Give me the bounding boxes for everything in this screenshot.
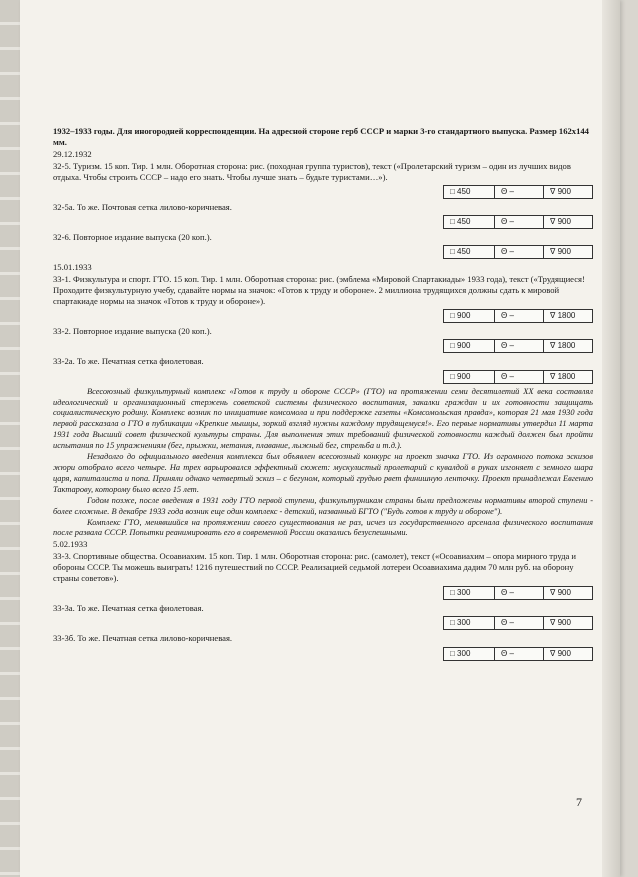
page-edge <box>602 0 620 877</box>
entry-text: 32-5а. То же. Почтовая сетка лилово-коричневая. <box>53 202 232 213</box>
price-table <box>443 245 593 259</box>
price-mint: □ 900 <box>444 340 495 352</box>
price-postal: ∇ 1800 <box>550 311 576 321</box>
price-mint: □ 900 <box>444 310 495 322</box>
document-page <box>20 0 620 877</box>
price-used: Θ – <box>495 617 544 629</box>
essay-paragraph: Годом позже, после введения в 1931 году ГТО первой ступени, физкультурникам страны были предложены нормативы второй ступени - более сложные. В декабре 1933 года возник еще один комплекс - детский, названный БГТО ("Будь готов к труду и обороне"). <box>53 495 593 516</box>
price-used: Θ – <box>495 246 544 258</box>
binding-strip <box>0 0 20 877</box>
price-table <box>443 185 593 199</box>
price-mint: □ 450 <box>444 216 495 228</box>
price-postal: ∇ 900 <box>550 588 571 598</box>
price-mint: □ 300 <box>444 648 495 660</box>
gto-essay <box>53 387 593 540</box>
price-postal: ∇ 1800 <box>550 341 576 351</box>
price-used: Θ – <box>495 186 544 198</box>
entry-text: 32-5. Туризм. 15 коп. Тир. 1 млн. Оборотная сторона: рис. (походная группа туристов), текст («Пролетарский туризм – один из лучших видов отдыха. Чтобы строить СССР – надо его знать. Чтобы лучше знать – будьте туристами…»). <box>53 160 571 182</box>
price-table <box>443 370 593 384</box>
price-row <box>53 245 593 259</box>
essay-paragraph: Незадолго до официального введения комплекса был объявлен всесоюзный конкурс на проект значка ГТО. Из огромного потока эскизов жюри отобрало всего четыре. На трех варьировался эффектный сюжет: мускулистый пролетарий с кувалдой в руках изгоняет с земного шара царя, капиталиста и попа. Приняли однако четвертый эскиз – с бегуном, который грудью рвет финишную ленточку. Проект принадлежал Евгению Тактарову, которому было всего 15 лет. <box>53 452 593 494</box>
price-postal: ∇ 900 <box>550 648 571 658</box>
price-row <box>53 339 593 353</box>
price-row <box>53 215 593 229</box>
essay-paragraph: Комплекс ГТО, менявшийся на протяжении своего существования не раз, исчез из государственного арсенала физического воспитания после развала СССР. Попытки реанимировать его в современной России оказались безуспешными. <box>53 517 593 538</box>
price-mint: □ 450 <box>444 186 495 198</box>
price-row <box>53 616 593 630</box>
price-used: Θ – <box>495 648 544 660</box>
price-postal: ∇ 900 <box>550 247 571 257</box>
price-used: Θ – <box>495 340 544 352</box>
entry-date: 15.01.1933 <box>53 262 92 273</box>
price-table <box>443 339 593 353</box>
price-postal: ∇ 900 <box>550 187 571 197</box>
price-row <box>53 309 593 323</box>
price-mint: □ 900 <box>444 371 495 383</box>
price-mint: □ 300 <box>444 587 495 599</box>
entry-text: 33-3б. То же. Печатная сетка лилово-коричневая. <box>53 633 233 644</box>
price-postal: ∇ 900 <box>550 217 571 227</box>
entry-date: 29.12.1932 <box>53 149 92 160</box>
price-postal: ∇ 1800 <box>550 371 576 381</box>
entry-text: 33-2. Повторное издание выпуска (20 коп.). <box>53 326 212 337</box>
price-row <box>53 586 593 600</box>
price-mint: □ 450 <box>444 246 495 258</box>
price-row <box>53 185 593 199</box>
section-heading: 1932–1933 годы. Для иногородней корреспонденции. На адресной стороне герб СССР и марки 3-го стандартного выпуска. Размер 162х144 мм. <box>53 126 589 148</box>
price-table <box>443 215 593 229</box>
page-number: 7 <box>576 795 582 809</box>
price-used: Θ – <box>495 587 544 599</box>
price-table <box>443 616 593 630</box>
entry-text: 32-6. Повторное издание выпуска (20 коп.). <box>53 232 212 243</box>
price-table <box>443 586 593 600</box>
entry-date: 5.02.1933 <box>53 539 88 550</box>
price-used: Θ – <box>495 371 544 383</box>
price-used: Θ – <box>495 216 544 228</box>
essay-paragraph: Всесоюзный физкультурный комплекс «Готов к труду и обороне СССР» (ГТО) на протяжении семи десятилетий XX века составлял идеологический и организационный стержень советской системы физического воспитания, закалки граждан и их готовности защищать социалистическую родину. Комплекс возник по инициативе комсомола и при поддержке газеты «Комсомольская правда», которая 21 мая 1930 года первой рассказала о ГТО в публикации «Крепкие мышцы, зоркий взгляд нужны каждому трудящемуся!». Его первые нормативы утвердил 11 марта 1931 года Высший совет физической культуры страны. Для выполнения этих требований физической готовности каждый должен был пройти испытания по 15 упражнениям (бег, прыжки, метания, плавание, лыжный бег, стрельба и т.д.). <box>53 386 593 451</box>
entry-text: 33-1. Физкультура и спорт. ГТО. 15 коп. Тир. 1 млн. Оборотная сторона: рис. (эмблема «Мировой Спартакиады» 1933 года), текст («Трудящиеся! Проходите физкультурную учебу, сдавайте нормы на значок: «Готов к труду и обороне». 2 миллиона трудящихся должны сдать к мировой спартакиаде нормы на значок «Готов к труду и обороне»). <box>53 273 585 307</box>
price-table <box>443 647 593 661</box>
price-table <box>443 309 593 323</box>
price-mint: □ 300 <box>444 617 495 629</box>
page-content <box>53 126 593 664</box>
price-row <box>53 647 593 661</box>
entry-text: 33-2а. То же. Печатная сетка фиолетовая. <box>53 356 204 367</box>
price-used: Θ – <box>495 310 544 322</box>
entry-text: 33-3а. То же. Печатная сетка фиолетовая. <box>53 603 204 614</box>
price-row <box>53 370 593 384</box>
price-postal: ∇ 900 <box>550 618 571 628</box>
entry-text: 33-3. Спортивные общества. Осоавиахим. 15 коп. Тир. 1 млн. Оборотная сторона: рис. (самолет), текст («Осоавиахим – опора мирного труда и обороны СССР. Ты можешь выиграть! 1216 путешествий по СССР. Реализацией седьмой лотереи Осоавиахима дадим 70 млн руб. на оборону страны советов»). <box>53 550 577 583</box>
